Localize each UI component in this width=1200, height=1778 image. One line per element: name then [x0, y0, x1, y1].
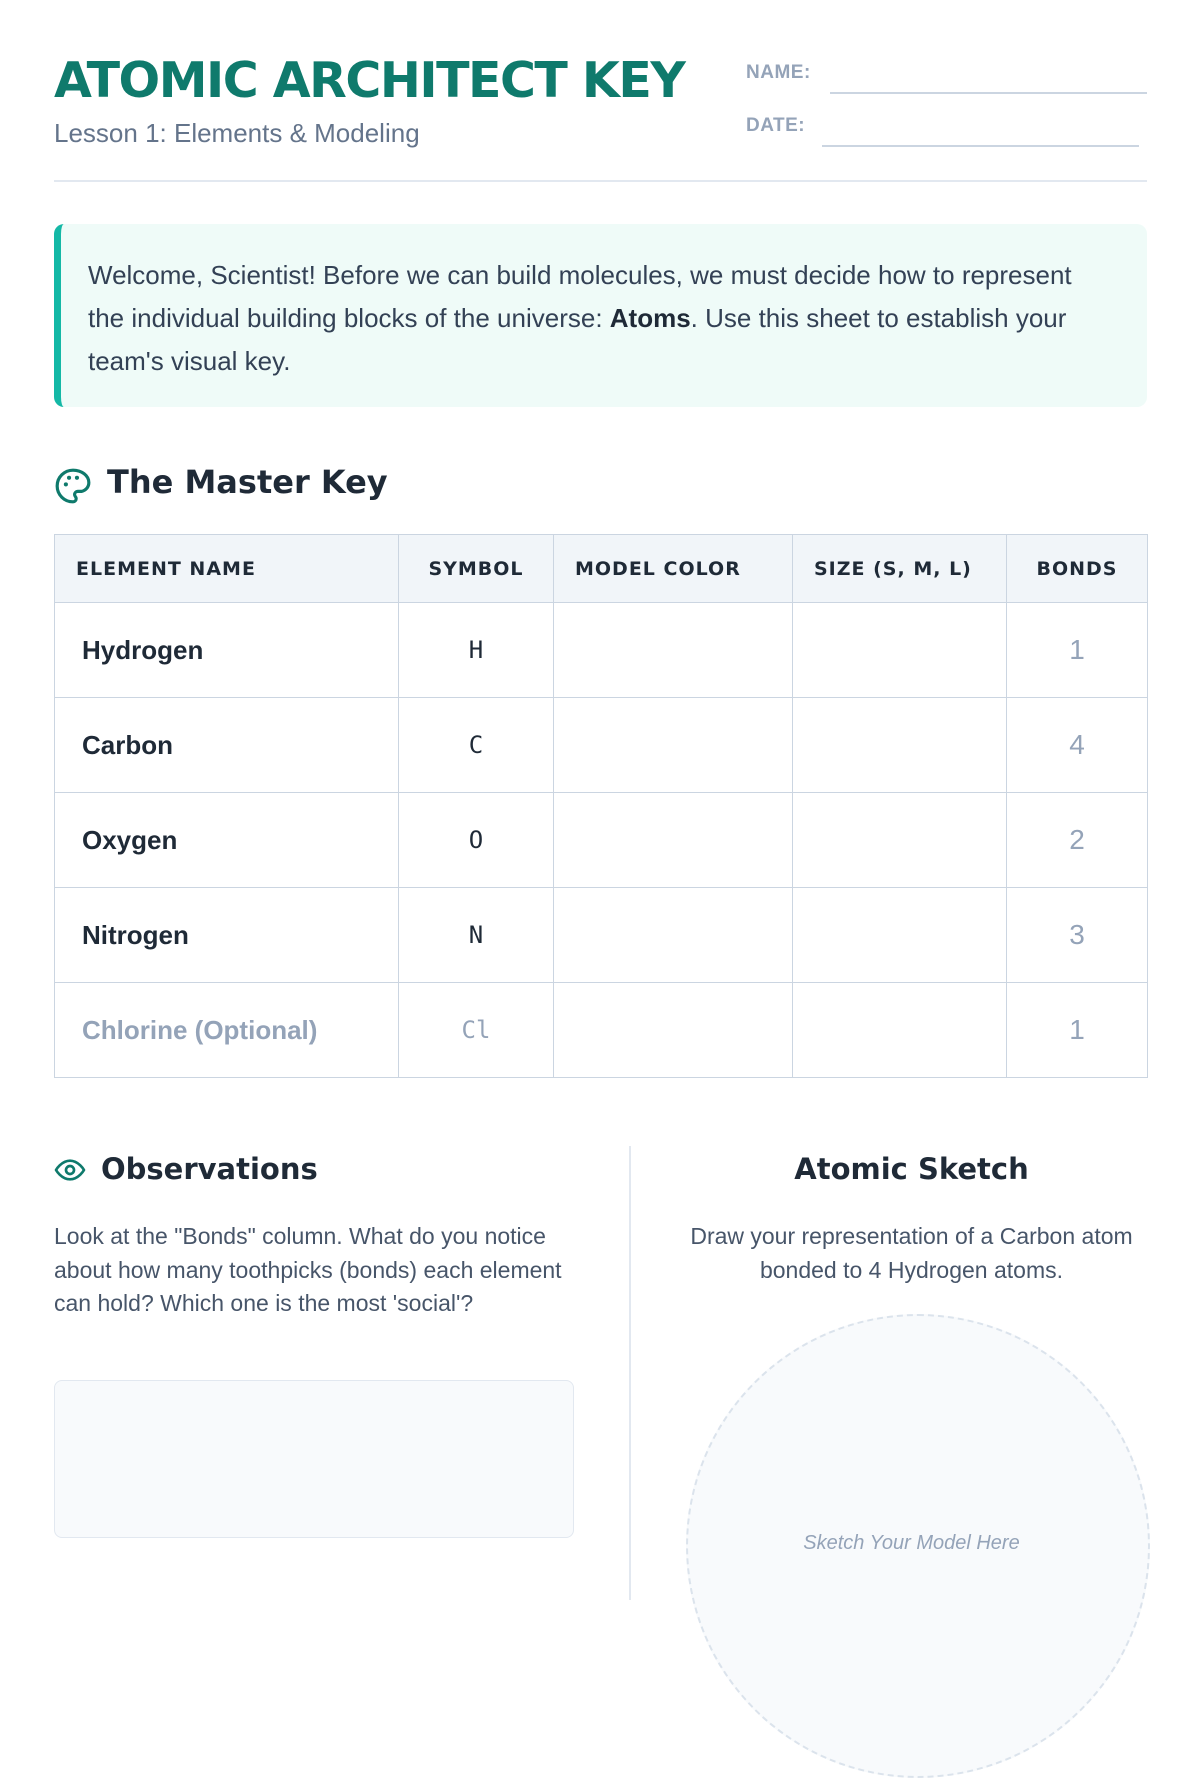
- date-field-line[interactable]: [822, 145, 1139, 147]
- sketch-prompt: Draw your representation of a Carbon atom bonded to 4 Hydrogen atoms.: [690, 1223, 1133, 1283]
- table-row: [55, 888, 1148, 983]
- observations-heading: Observations: [101, 1152, 318, 1186]
- column-header-symbol: SYMBOL: [399, 535, 554, 603]
- symbol-cell: O: [399, 793, 554, 888]
- table-row: [55, 698, 1148, 793]
- element-name-cell: Carbon: [55, 698, 399, 793]
- bonds-cell: 3: [1007, 888, 1148, 983]
- intro-text-after: . Use this sheet to establish your team's visual key.: [88, 303, 1067, 376]
- sketch-placeholder: Sketch Your Model Here: [803, 1532, 1020, 1554]
- element-name-cell: Nitrogen: [55, 888, 399, 983]
- worksheet-title: ATOMIC ARCHITECT KEY: [54, 52, 685, 109]
- model-color-cell[interactable]: [554, 793, 793, 888]
- model-color-cell[interactable]: [554, 603, 793, 698]
- model-color-cell[interactable]: [554, 698, 793, 793]
- column-header-size: SIZE (S, M, L): [793, 535, 1007, 603]
- atomic-sketch-heading: Atomic Sketch: [794, 1152, 1029, 1186]
- table-row-optional: [55, 983, 1148, 1078]
- bonds-cell: 2: [1007, 793, 1148, 888]
- element-name-cell: Chlorine (Optional): [55, 983, 399, 1078]
- size-cell[interactable]: [793, 793, 1007, 888]
- bonds-cell: 1: [1007, 603, 1148, 698]
- master-key-heading: The Master Key: [107, 463, 388, 501]
- intro-callout: [54, 224, 1147, 407]
- observations-prompt: Look at the "Bonds" column. What do you notice about how many toothpicks (bonds) each element can hold? Which one is the most 'social'?: [54, 1223, 562, 1316]
- table-row: [55, 603, 1148, 698]
- worksheet-page: [54, 0, 1147, 1600]
- column-header-model-color: MODEL COLOR: [554, 535, 793, 603]
- model-color-cell[interactable]: [554, 888, 793, 983]
- element-name-cell: Oxygen: [55, 793, 399, 888]
- bonds-cell: 4: [1007, 698, 1148, 793]
- observations-answer-box[interactable]: [54, 1380, 574, 1538]
- symbol-cell: C: [399, 698, 554, 793]
- bonds-cell: 1: [1007, 983, 1148, 1078]
- palette-icon: [54, 467, 92, 510]
- name-label: NAME:: [746, 62, 811, 83]
- column-header-element-name: ELEMENT NAME: [55, 535, 399, 603]
- intro-bold-term: Atoms: [609, 303, 691, 333]
- table-header-row: [55, 535, 1148, 603]
- table-row: [55, 793, 1148, 888]
- element-name-cell: Hydrogen: [55, 603, 399, 698]
- size-cell[interactable]: [793, 888, 1007, 983]
- size-cell[interactable]: [793, 983, 1007, 1078]
- lesson-subtitle: Lesson 1: Elements & Modeling: [54, 118, 420, 148]
- header-divider: [54, 180, 1147, 182]
- model-color-cell[interactable]: [554, 983, 793, 1078]
- column-divider: [629, 1146, 631, 1600]
- intro-text-before: Welcome, Scientist! Before we can build molecules, we must decide how to represent the individual building blocks of the universe:: [88, 260, 1072, 333]
- size-cell[interactable]: [793, 603, 1007, 698]
- eye-icon: [54, 1154, 86, 1191]
- symbol-cell: Cl: [399, 983, 554, 1078]
- column-header-bonds: BONDS: [1007, 535, 1148, 603]
- master-key-table: [54, 534, 1148, 1078]
- date-label: DATE:: [746, 115, 806, 136]
- symbol-cell: N: [399, 888, 554, 983]
- size-cell[interactable]: [793, 698, 1007, 793]
- name-field-line[interactable]: [830, 92, 1147, 94]
- symbol-cell: H: [399, 603, 554, 698]
